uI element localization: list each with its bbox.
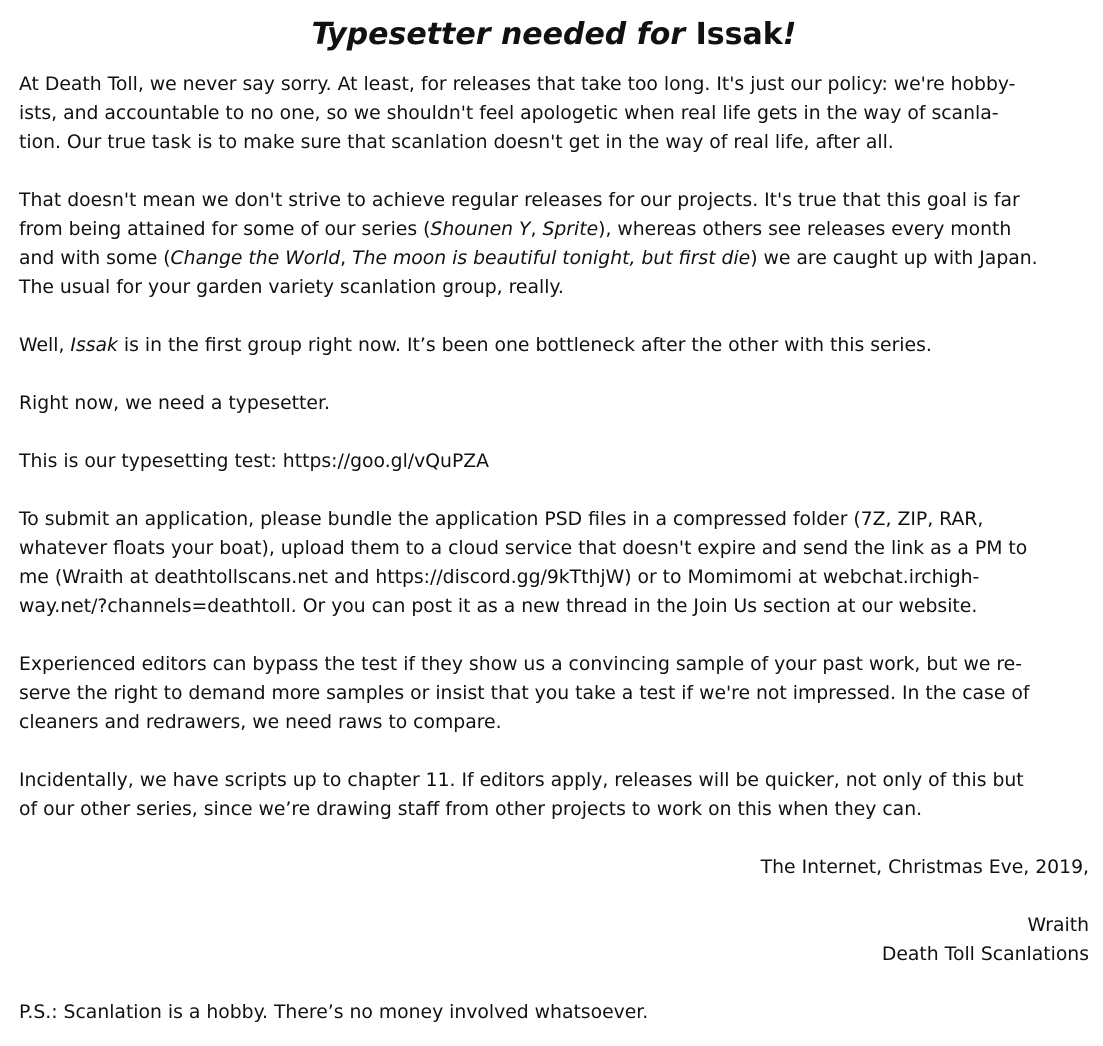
text-line: cleaners and redrawers, we need raws to compare.	[19, 712, 502, 733]
text-line: To submit an application, please bundle the application PSD files in a compressed folder (7Z, ZIP, RAR,	[19, 509, 984, 530]
text-line: ists, and accountable to no one, so we shouldn't feel apologetic when real life gets in the way of scanla-	[19, 103, 999, 124]
text-line	[19, 215, 1089, 244]
text-span: Well,	[19, 335, 71, 356]
paragraph-release-schedule	[19, 186, 1089, 302]
paragraph-scripts	[19, 766, 1089, 824]
series-title-sprite: Sprite	[542, 219, 599, 240]
text-line: whatever floats your boat), upload them to a cloud service that doesn't expire and send the link as a PM to	[19, 538, 1028, 559]
text-line: me (Wraith at deathtollscans.net and https://discord.gg/9kTthjW) or to Momimomi at webchat.irchigh-	[19, 567, 980, 588]
text-line: At Death Toll, we never say sorry. At least, for releases that take too long. It's just our policy: we're hobby-	[19, 74, 1016, 95]
signature-block	[19, 911, 1089, 969]
postscript: P.S.: Scanlation is a hobby. There’s no money involved whatsoever.	[19, 1002, 649, 1023]
paragraph-experienced-editors	[19, 650, 1089, 737]
title-series-name: Issak	[695, 17, 783, 52]
title-suffix: !	[782, 17, 797, 52]
series-title-shounen-y: Shounen Y	[430, 219, 531, 240]
text-line: way.net/?channels=deathtoll. Or you can post it as a new thread in the Join Us section at our website.	[19, 596, 978, 617]
text-line: Experienced editors can bypass the test if they show us a convincing sample of your past work, but we re-	[19, 654, 1022, 675]
text-line: Incidentally, we have scripts up to chapter 11. If editors apply, releases will be quicker, not only of this but	[19, 770, 1024, 791]
text-span: from being attained for some of our series (	[19, 219, 431, 240]
text-span: ,	[340, 248, 353, 269]
text-span: ,	[530, 219, 543, 240]
text-span: ), whereas others see releases every month	[598, 219, 1012, 240]
series-title-change-the-world: Change the World	[170, 248, 341, 269]
text-span: and with some (	[19, 248, 171, 269]
paragraph-typesetting-test: This is our typesetting test: https://goo.gl/vQuPZA	[19, 451, 489, 472]
signature-name: Wraith	[1027, 915, 1089, 936]
document-title	[19, 14, 1089, 56]
text-line: That doesn't mean we don't strive to achieve regular releases for our projects. It's true that this goal is far	[19, 190, 1020, 211]
text-span: ) we are caught up with Japan.	[750, 248, 1038, 269]
text-line: The usual for your garden variety scanlation group, really.	[19, 277, 564, 298]
text-line: tion. Our true task is to make sure that scanlation doesn't get in the way of real life, after all.	[19, 132, 894, 153]
dateline: The Internet, Christmas Eve, 2019,	[760, 857, 1089, 878]
paragraph-policy	[19, 70, 1089, 157]
text-line: serve the right to demand more samples or insist that you take a test if we're not impressed. In the case of	[19, 683, 1030, 704]
text-span: is in the first group right now. It’s been one bottleneck after the other with this series.	[117, 335, 932, 356]
paragraph-issak-status	[19, 331, 1089, 360]
paragraph-need-typesetter: Right now, we need a typesetter.	[19, 393, 330, 414]
paragraph-how-to-apply	[19, 505, 1089, 621]
title-prefix: Typesetter needed for	[311, 17, 696, 52]
series-title-issak: Issak	[70, 335, 118, 356]
text-line: of our other series, since we’re drawing staff from other projects to work on this when they can.	[19, 799, 923, 820]
text-line	[19, 244, 1089, 273]
signature-group: Death Toll Scanlations	[881, 944, 1089, 965]
series-title-the-moon: The moon is beautiful tonight, but first die	[352, 248, 751, 269]
document-page	[19, 14, 1089, 1027]
